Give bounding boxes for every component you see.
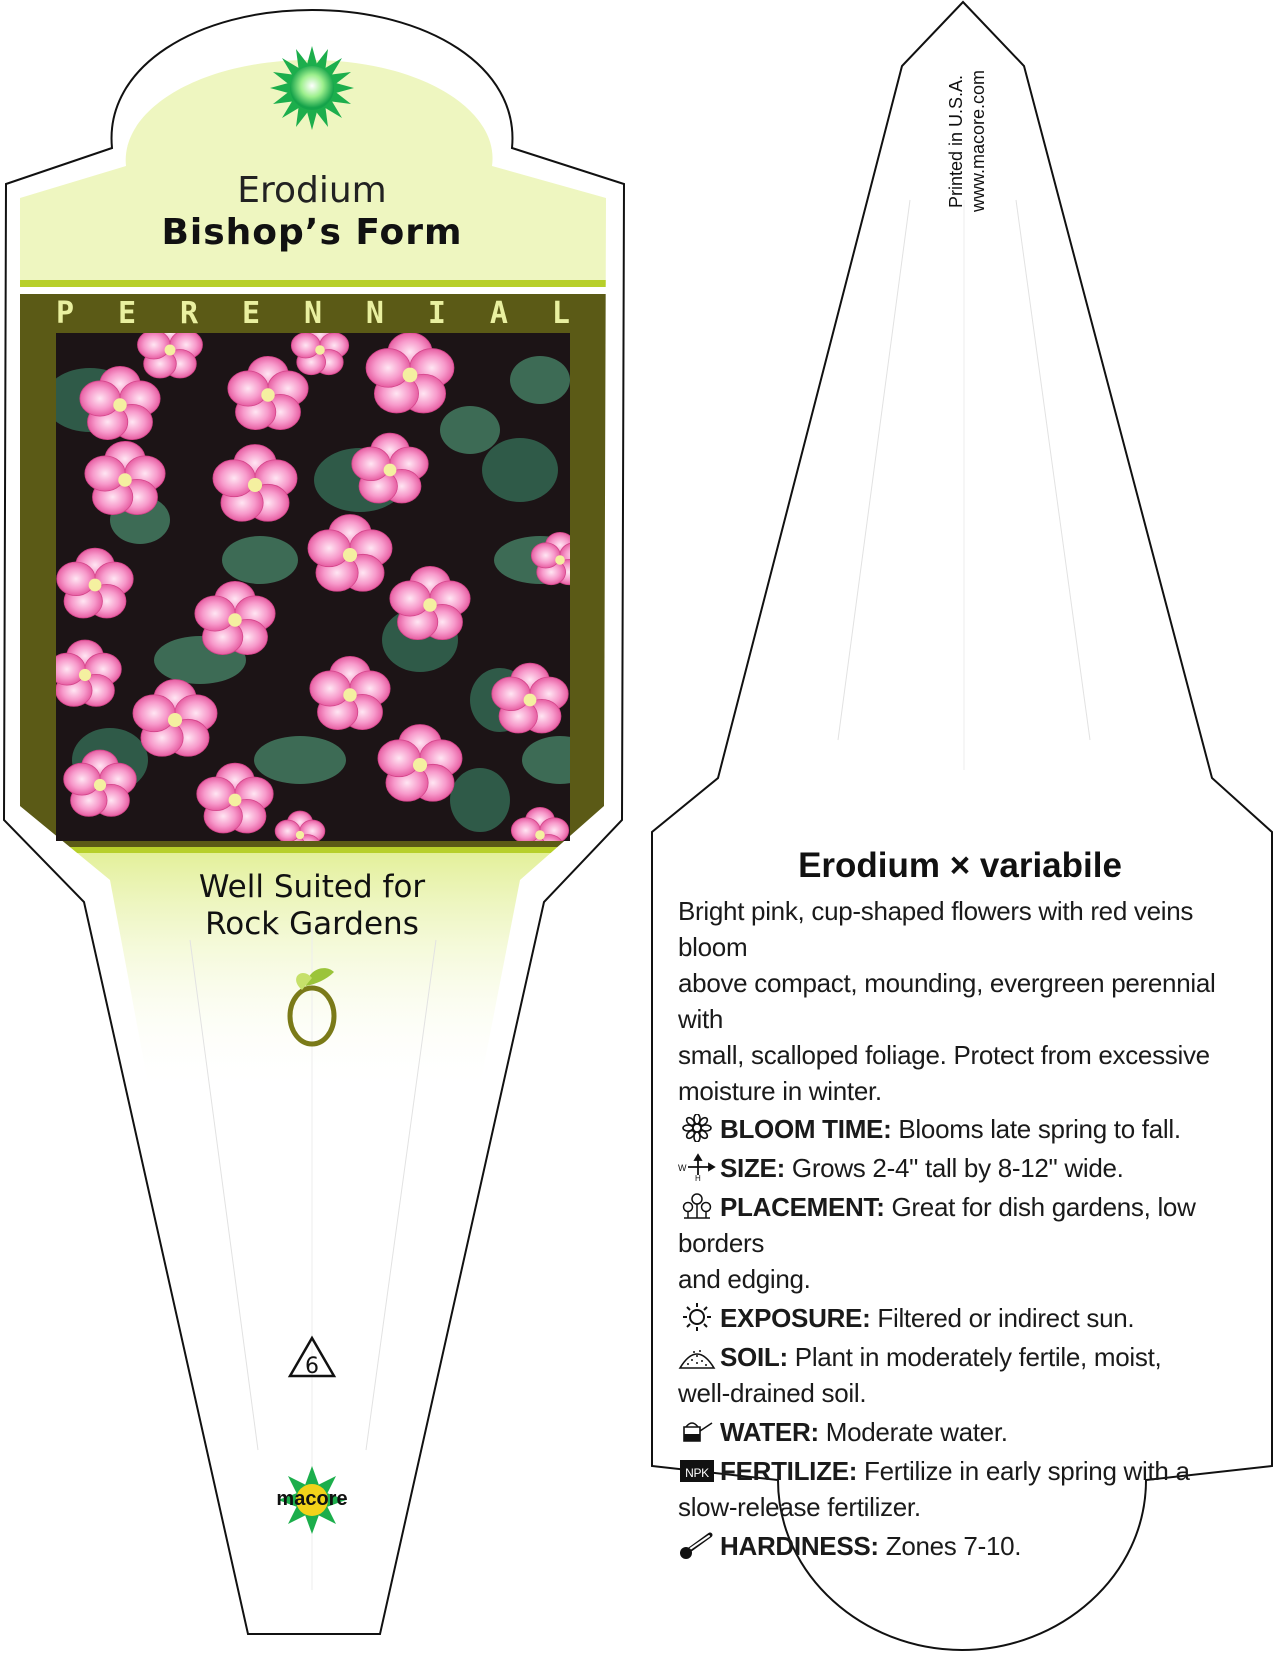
attr-label: WATER: <box>720 1417 819 1447</box>
size-arrows-icon <box>678 1153 716 1181</box>
attr-bloom-time <box>678 1111 1248 1147</box>
attr-label: SIZE: <box>720 1153 785 1183</box>
category-banner <box>56 296 570 331</box>
attr-value: Blooms late spring to fall. <box>898 1114 1181 1144</box>
attr-exposure <box>678 1300 1248 1336</box>
attr-value: Moderate water. <box>825 1417 1008 1447</box>
attr-hardiness <box>678 1528 1248 1564</box>
leaf <box>510 356 570 404</box>
attr-value: Zones 7-10. <box>885 1531 1022 1561</box>
banner-letter: A <box>489 296 508 331</box>
banner-letter: L <box>551 296 570 331</box>
banner-letter: E <box>241 296 261 331</box>
description-line: above compact, mounding, evergreen perennial with <box>678 968 1216 1034</box>
feature-line-2: Rock Gardens <box>205 906 419 942</box>
attr-label: SOIL: <box>720 1342 788 1372</box>
description-line: moisture in winter. <box>678 1076 882 1106</box>
banner-letter: R <box>179 296 199 331</box>
banner-letter: E <box>117 296 137 331</box>
leaf <box>254 736 346 784</box>
attr-value: Great for dish gardens, low borders <box>678 1192 1196 1258</box>
svg-text:NPK: NPK <box>685 1466 709 1480</box>
brand-name: macore <box>276 1488 348 1510</box>
common-name: Erodium <box>237 170 387 211</box>
soil-pile-icon <box>678 1342 716 1370</box>
cultivar-name: Bishop’s Form <box>161 212 463 253</box>
attr-continuation: and edging. <box>678 1264 811 1294</box>
sun-icon <box>678 1303 716 1331</box>
attr-value: Fertilize in early spring with a <box>864 1456 1190 1486</box>
description-line: Bright pink, cup-shaped flowers with red veins bloom <box>678 896 1194 962</box>
npk-icon <box>678 1456 716 1484</box>
attr-water <box>678 1414 1248 1450</box>
banner-letter: P <box>56 296 75 331</box>
attr-label: PLACEMENT: <box>720 1192 885 1222</box>
attr-size <box>678 1150 1248 1186</box>
attr-continuation: slow-release fertilizer. <box>678 1492 921 1522</box>
svg-text:W: W <box>678 1163 687 1173</box>
plant-photo <box>44 319 598 860</box>
accent-line-bottom <box>20 847 606 853</box>
feature-line-1: Well Suited for <box>198 869 426 905</box>
sunburst-logo-icon <box>270 46 354 130</box>
attr-placement <box>678 1189 1248 1297</box>
attr-soil <box>678 1339 1248 1411</box>
feature-text <box>130 869 494 943</box>
flower-icon <box>678 1114 716 1142</box>
scientific-name: Erodium × variabile <box>798 846 1122 885</box>
attr-value: Plant in moderately fertile, moist, <box>794 1342 1162 1372</box>
accent-line <box>20 280 606 287</box>
attr-value: Grows 2-4" tall by 8-12" wide. <box>791 1153 1124 1183</box>
leaf <box>222 536 298 584</box>
banner-letter: N <box>303 296 322 331</box>
recycle-number: 6 <box>305 1354 319 1379</box>
attr-fertilize <box>678 1453 1248 1525</box>
website: www.macore.com <box>968 69 988 212</box>
plant-info <box>678 893 1248 1564</box>
leaf <box>482 438 558 502</box>
watering-can-icon <box>678 1417 716 1445</box>
banner-letter: N <box>365 296 384 331</box>
banner-letter: I <box>427 296 446 331</box>
attr-label: EXPOSURE: <box>720 1303 871 1333</box>
attr-continuation: well-drained soil. <box>678 1378 867 1408</box>
printed-in: Printed in U.S.A. <box>946 74 966 208</box>
attr-label: BLOOM TIME: <box>720 1114 892 1144</box>
attr-value: Filtered or indirect sun. <box>877 1303 1135 1333</box>
thermometer-icon <box>678 1531 716 1559</box>
leaf <box>450 768 510 832</box>
description-line: small, scalloped foliage. Protect from excessive <box>678 1040 1210 1070</box>
plant-group-icon <box>678 1192 716 1220</box>
leaf <box>440 406 500 454</box>
attr-label: HARDINESS: <box>720 1531 879 1561</box>
svg-text:H: H <box>695 1174 701 1181</box>
attr-label: FERTILIZE: <box>720 1456 858 1486</box>
